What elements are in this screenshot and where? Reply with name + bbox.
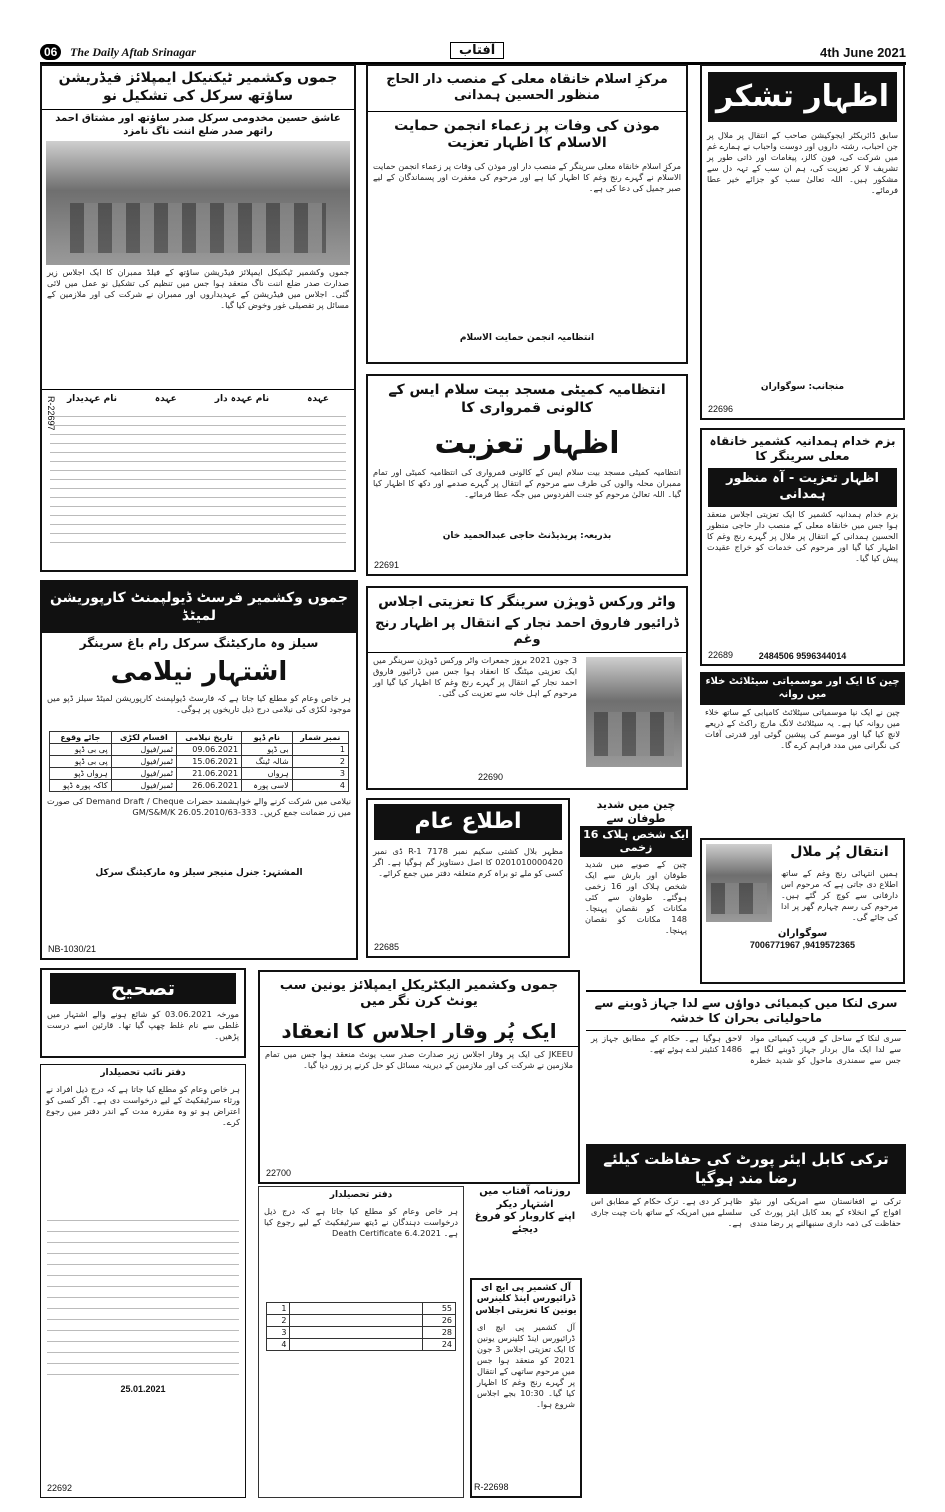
table-row: 4 24 [267,1339,456,1351]
news-china-storm [580,798,692,984]
news-title: ترکی کابل ایئر پورٹ کی حفاظت کیلئے رضا مند ہوگیا [586,1144,906,1194]
ad-title: جموں وکشمیر فرسٹ ڈیولپمنٹ کارپوریشن لمیٹڈ [42,582,356,633]
article-khanqah-condolence [366,64,688,364]
group-photo [46,141,350,265]
ad-code: 22685 [374,942,400,952]
ad-title: دفتر نائب تحصیلدار [100,1068,186,1078]
ad-code: R-22697 [46,396,56,431]
office-bearers-list [50,408,346,548]
promo-advertise [470,1186,580,1244]
news-title: چین کا ایک اور موسمیاتی سیٹلائٹ خلاء میں روانہ [700,672,905,705]
article-subtitle: موذن کی وفات پر زعماء انجمن حمایت الاسلام کا اظہار تعزیت [394,117,660,151]
ad-body: انتظامیہ کمیٹی مسجد بیت سلام ایس کے کالونی قمرواری کی انتظامیہ کمیٹی اور تمام ممبران محلہ والوں کی طرف سے مرحوم کے انتقال پر گہرے صدمے اور دکھ کا اظہار کیا گیا۔ اللہ تعالیٰ مرحوم کو جنت الفردوس میں جگہ عطا فرمائے۔ [373,466,681,499]
ad-phones: 9596344014 2484506 [758,650,847,661]
table-row: 1 55 [267,1303,456,1315]
ad-title: دفتر تحصیلدار [329,1190,393,1200]
office-bearers-heads: عہدہ نام عہدہ دار عہدہ نام عہدیدار [42,389,354,408]
article-title: مرکزِ اسلام خانقاہ معلی کے منصب دار الحاج منظور الحسین ہمدانی [368,66,686,112]
ad-terms: نیلامی میں شرکت کرنے والے خواہشمند حضرات Demand Draft / Cheque کی صورت میں زر ضمانت جمع کریں۔ 333-63/GM/S&M/K 26.05.2010 [47,795,351,817]
ad-death-certificate [258,1186,464,1498]
ad-tehsildar-notice [40,1064,246,1498]
paper-logo: آفتاب [450,42,504,59]
ad-code: 22691 [374,560,400,570]
ad-title: انتقال پُر ملال [790,844,889,860]
ad-phe-union [470,1278,582,1498]
news-turkey-kabul [586,1144,906,1484]
ad-subtitle: سیلز وہ مارکیٹنگ سرکل رام باغ سرینگر [79,636,319,650]
ad-title: بزم خدام ہمدانیہ کشمیر خانقاہ معلی سرینگر کا [709,434,896,463]
article-body: JKEEU کی ایک پر وقار اجلاس زیر صدارت صدر سب یونٹ منعقد ہوا جس میں تمام ملازمین نے شرکت کی اور ملازمین کے دیرینہ مسائل کو حل کرنے پر زور دیا گیا۔ [265,1048,573,1070]
ad-sign: بذریعہ: پریذیڈنٹ حاجی عبدالحمید خان [442,530,612,541]
table-row: 4 لاسی پورہ 26.06.2021 ٹمبر/فیول کاکہ پورہ ڈپو [50,779,349,791]
applicants-list [47,1210,239,1380]
promo-subtitle: اپنے کاروبار کو فروغ دیجئے [474,1211,576,1235]
ad-title: اطلاع عام [374,804,562,840]
ad-body: 3 جون 2021 بروز جمعرات واٹر ورکس ڈویژن سرینگر میں ایک تعزیتی میٹنگ کا انعقاد ہوا جس میں ڈرائیور فاروق احمد نجار کے انتقال پر گہرے رنج وغم کا اظہار کیا گیا اور مرحوم کے اہل خانہ سے تعزیت کی گئی۔ [373,655,577,699]
ad-sign: المشتہر: جنرل منیجر سیلز وہ مارکیٹنگ سرکل [95,867,303,878]
ad-sign: منجانب: سوگواران [760,381,845,392]
table-header: نمبر شمار نام ڈپو تاریخ نیلامی اقسام لکڑی جائے وقوع [50,731,349,743]
page-number: 06 [40,44,61,60]
ad-body: مظہر بلال کشتی سکیم نمبر R-1 7178 ڈی نمبر 0201010000420 کا اصل دستاویز گم ہوگیا ہے۔ اگر کسی کو ملے تو براہ کرم متعلقہ دفتر میں جمع کرائے۔ [373,845,563,878]
ad-code: 22689 [708,650,734,660]
ad-code: 22690 [478,772,504,782]
ad-code: 22696 [708,404,734,414]
ad-headline: اظہار تعزیت [434,426,620,461]
news-body: چین نے ایک نیا موسمیاتی سیٹلائٹ کامیابی کے ساتھ خلاء میں روانہ کیا ہے۔ یہ سیٹلائٹ لانگ مارچ راکٹ کے ذریعے لانچ کیا گیا اور موسم کی پیشین گوئی اور قدرتی آفات کی نگرانی میں مدد فراہم کرے گا۔ [705,707,900,751]
article-technical-federation [40,64,356,572]
article-subtitle: عاشق حسین مخدومی سرکل صدر ساؤتھ اور مشتاق احمد راتھر صدر ضلع اننت ناگ نامزد [55,113,341,137]
ad-title: آل کشمیر پی ایچ ای ڈرائیورس اینڈ کلینرس یونین کا تعزیتی اجلاس [475,1283,577,1316]
news-subtitle: ایک شخص ہلاک 16 زخمی [580,826,692,858]
ad-body: بزم خدام ہمدانیہ کشمیر کا ایک تعزیتی اجلاس منعقد ہوا جس میں خانقاہ معلی کے منصب دار حاجی منظور الحسین ہمدانی کے انتقال پر ملال پر گہرے رنج وغم کا اظہار کیا گیا اور مرحوم کی خدمات کو خراج عقیدت پیش کیا گیا۔ [707,508,898,563]
ad-subtitle: ڈرائیور فاروق احمد نجار کے انتقال پر اظہار رنج وغم [368,614,686,654]
ad-body: ہر خاص وعام کو مطلع کیا جاتا ہے کہ درج ذیل درخواست دہندگان نے ڈیتھ سرٹیفکیٹ کے لیے رجوع کیا ہے۔ 6.4.2021 Death Certificate [264,1206,458,1239]
ad-forest-auction [40,580,358,960]
ad-body: مورخہ 03.06.2021 کو شائع ہونے والے اشتہار میں غلطی سے نام غلط چھپ گیا تھا۔ قارئین اسے درست پڑھیں۔ [47,1009,239,1042]
table-row: 2 26 [267,1315,456,1327]
ad-bazm-condolence [700,428,905,666]
ad-headline: اشتہار نیلامی [110,657,288,687]
article-body: مرکزِ اسلام خانقاہ معلی سرینگر کے منصب دار اور موذن کی وفات پر زعماء انجمن حمایت الاسلام نے گہرے رنج وغم کا اظہار کیا ہے اور مرحوم کی مغفرت اور پسماندگان کے لیے صبر جمیل کی دعا کی ہے۔ [373,160,681,193]
table-row: 1 بی ڈپو 09.06.2021 ٹمبر/فیول پی بی ڈپو [50,743,349,755]
ad-body: ہر خاص وعام کو مطلع کیا جاتا ہے کہ درج ذیل افراد نے ورثاء سرٹیفکیٹ کے لیے درخواست دی ہے۔ اگر کسی کو اعتراض ہو تو وہ مقررہ مدت کے اندر دفتر میں رجوع کرے۔ [46,1084,240,1128]
ad-date: 25.01.2021 [120,1384,166,1395]
news-sri-lanka [586,990,906,1142]
promo-title: روزنامہ آفتاب میں اشتہار دیکر [479,1186,571,1210]
ad-code: 22700 [266,1168,292,1178]
ad-thanks [700,64,905,420]
ad-intro: ہر خاص وعام کو مطلع کیا جاتا ہے کہ فارسٹ ڈیولپمنٹ کارپوریشن لمیٹڈ سیلز ڈپو میں موجود لکڑی کی نیلامی درج ذیل تاریخوں پر ہوگی۔ [47,692,351,714]
ad-title: اظہار تشکر [708,72,897,122]
ad-title: تصحیح [50,973,236,1004]
ad-title: انتظامیہ کمیٹی مسجد بیت سلام ایس کے کالونی قمرواری کا [388,382,666,416]
news-body: چین کے صوبے میں شدید طوفان اور بارش سے ایک شخص ہلاک اور 16 زخمی ہوگئے۔ طوفان سے کئی مکانات کو نقصان پہنچا۔ 148 مکانات کو نقصان پہنچا۔ [585,859,687,936]
ad-obituary [700,838,905,984]
ad-masjid-condolence [366,374,688,576]
masthead-bar [40,44,906,65]
table-row: 2 شالہ ٹینگ 15.06.2021 ٹمبر/فیول پی بی ڈپو [50,755,349,767]
ad-code: NB-1030/21 [48,944,97,954]
ad-correction [40,968,246,1058]
ad-body: ہمیں انتہائی رنج وغم کے ساتھ اطلاع دی جاتی ہے کہ مرحوم اس دارفانی سے کوچ کر گئے ہیں۔ مرحوم کی رسم چہارم گھر پر ادا کی جائے گی۔ [781,867,898,922]
issue-date: 4th June 2021 [820,45,906,60]
article-title: جموں وکشمیر الیکٹریکل ایمپلائز یونین سب یونٹ کرن نگر میں [279,978,559,1010]
ad-sign: سوگواران [777,927,828,939]
deceased-photo [706,844,772,922]
ad-code: R-22698 [474,1482,509,1492]
ad-title: واٹر ورکس ڈویژن سرینگر کا تعزیتی اجلاس [378,594,676,610]
ad-code: 22692 [47,1483,73,1493]
paper-name: The Daily Aftab Srinagar [70,45,196,59]
ad-phones: 9419572365, 7006771967 [749,940,856,950]
news-title: چین میں شدید طوفان سے [596,798,676,825]
table-row: 3 ہرواں 21.06.2021 ٹمبر/فیول ہرواں ڈپو [50,767,349,779]
ad-body: سابق ڈائریکٹر ایجوکیشن صاحب کے انتقال پر ملال پر جن احباب، رشتہ داروں اور دوست واحباب نے ہمارے غم میں شرکت کی، فون کالز، پیغامات اور ذاتی طور پر تشریف لا کر تعزیت کی، ہم ان سب کے تہہ دل سے مشکور ہیں۔ اللہ تعالیٰ سب کو جزائے خیر عطا فرمائے۔ [707,129,898,195]
table-row: 3 28 [267,1327,456,1339]
news-body: ترکی نے افغانستان سے امریکی اور نیٹو افواج کے انخلاء کے بعد کابل ایئر پورٹ کی حفاظت کی ذمہ داری سنبھالنے پر رضا مندی ظاہر کر دی ہے۔ ترک حکام کے مطابق اس سلسلے میں امریکہ کے ساتھ بات چیت جاری ہے۔ [591,1195,901,1228]
auction-table [49,731,349,792]
news-title: سری لنکا میں کیمیائی دواؤں سے لدا جہاز ڈوبنے سے ماحولیاتی بحران کا خدشہ [586,992,906,1031]
article-body: جموں وکشمیر ٹیکنیکل ایمپلائز فیڈریشن ساؤتھ کے فیلڈ ممبران کا ایک اجلاس زیر صدارت صدر ضلع اننت ناگ منعقد ہوا جس میں تنظیم کی تشکیل نو عمل میں لائی گئی۔ اجلاس میں فیڈریشن کے عہدیداروں اور ممبران نے شرکت کی اور ملازمین کے مسائل پر تفصیلی غور وخوض کیا گیا۔ [47,267,349,311]
article-electrical-union [258,970,580,1184]
ad-waterworks-condolence [366,586,688,790]
ad-public-notice [366,798,570,958]
ad-subtitle: اظہار تعزیت - آہ منظور ہمدانی [708,468,897,507]
article-headline: ایک پُر وقار اجلاس کا انعقاد [260,1017,578,1047]
article-title: جموں وکشمیر ٹیکنیکل ایمپلائز فیڈریشن ساؤتھ سرکل کی تشکیل نو [42,66,354,110]
news-china-satellite [700,672,905,834]
news-body: سری لنکا کے ساحل کے قریب کیمیائی مواد سے لدا ایک مال بردار جہاز ڈوبنے لگا ہے جس سے سمندری ماحول کو شدید خطرہ لاحق ہوگیا ہے۔ حکام کے مطابق جہاز پر 1486 کنٹینر لدے ہوئے تھے۔ [591,1033,901,1066]
deceased-photo [586,657,682,767]
article-sign: انتظامیہ انجمن حمایت الاسلام [459,332,595,343]
applicants-table [266,1302,456,1351]
ad-body: آل کشمیر پی ایچ ای ڈرائیورس اینڈ کلینرس یونین کا ایک تعزیتی اجلاس 3 جون 2021 کو منعقد ہوا جس میں مرحوم ساتھی کے انتقال پر گہرے رنج وغم کا اظہار کیا گیا۔ 10:30 بجے اجلاس شروع ہوا۔ [477,1321,575,1410]
